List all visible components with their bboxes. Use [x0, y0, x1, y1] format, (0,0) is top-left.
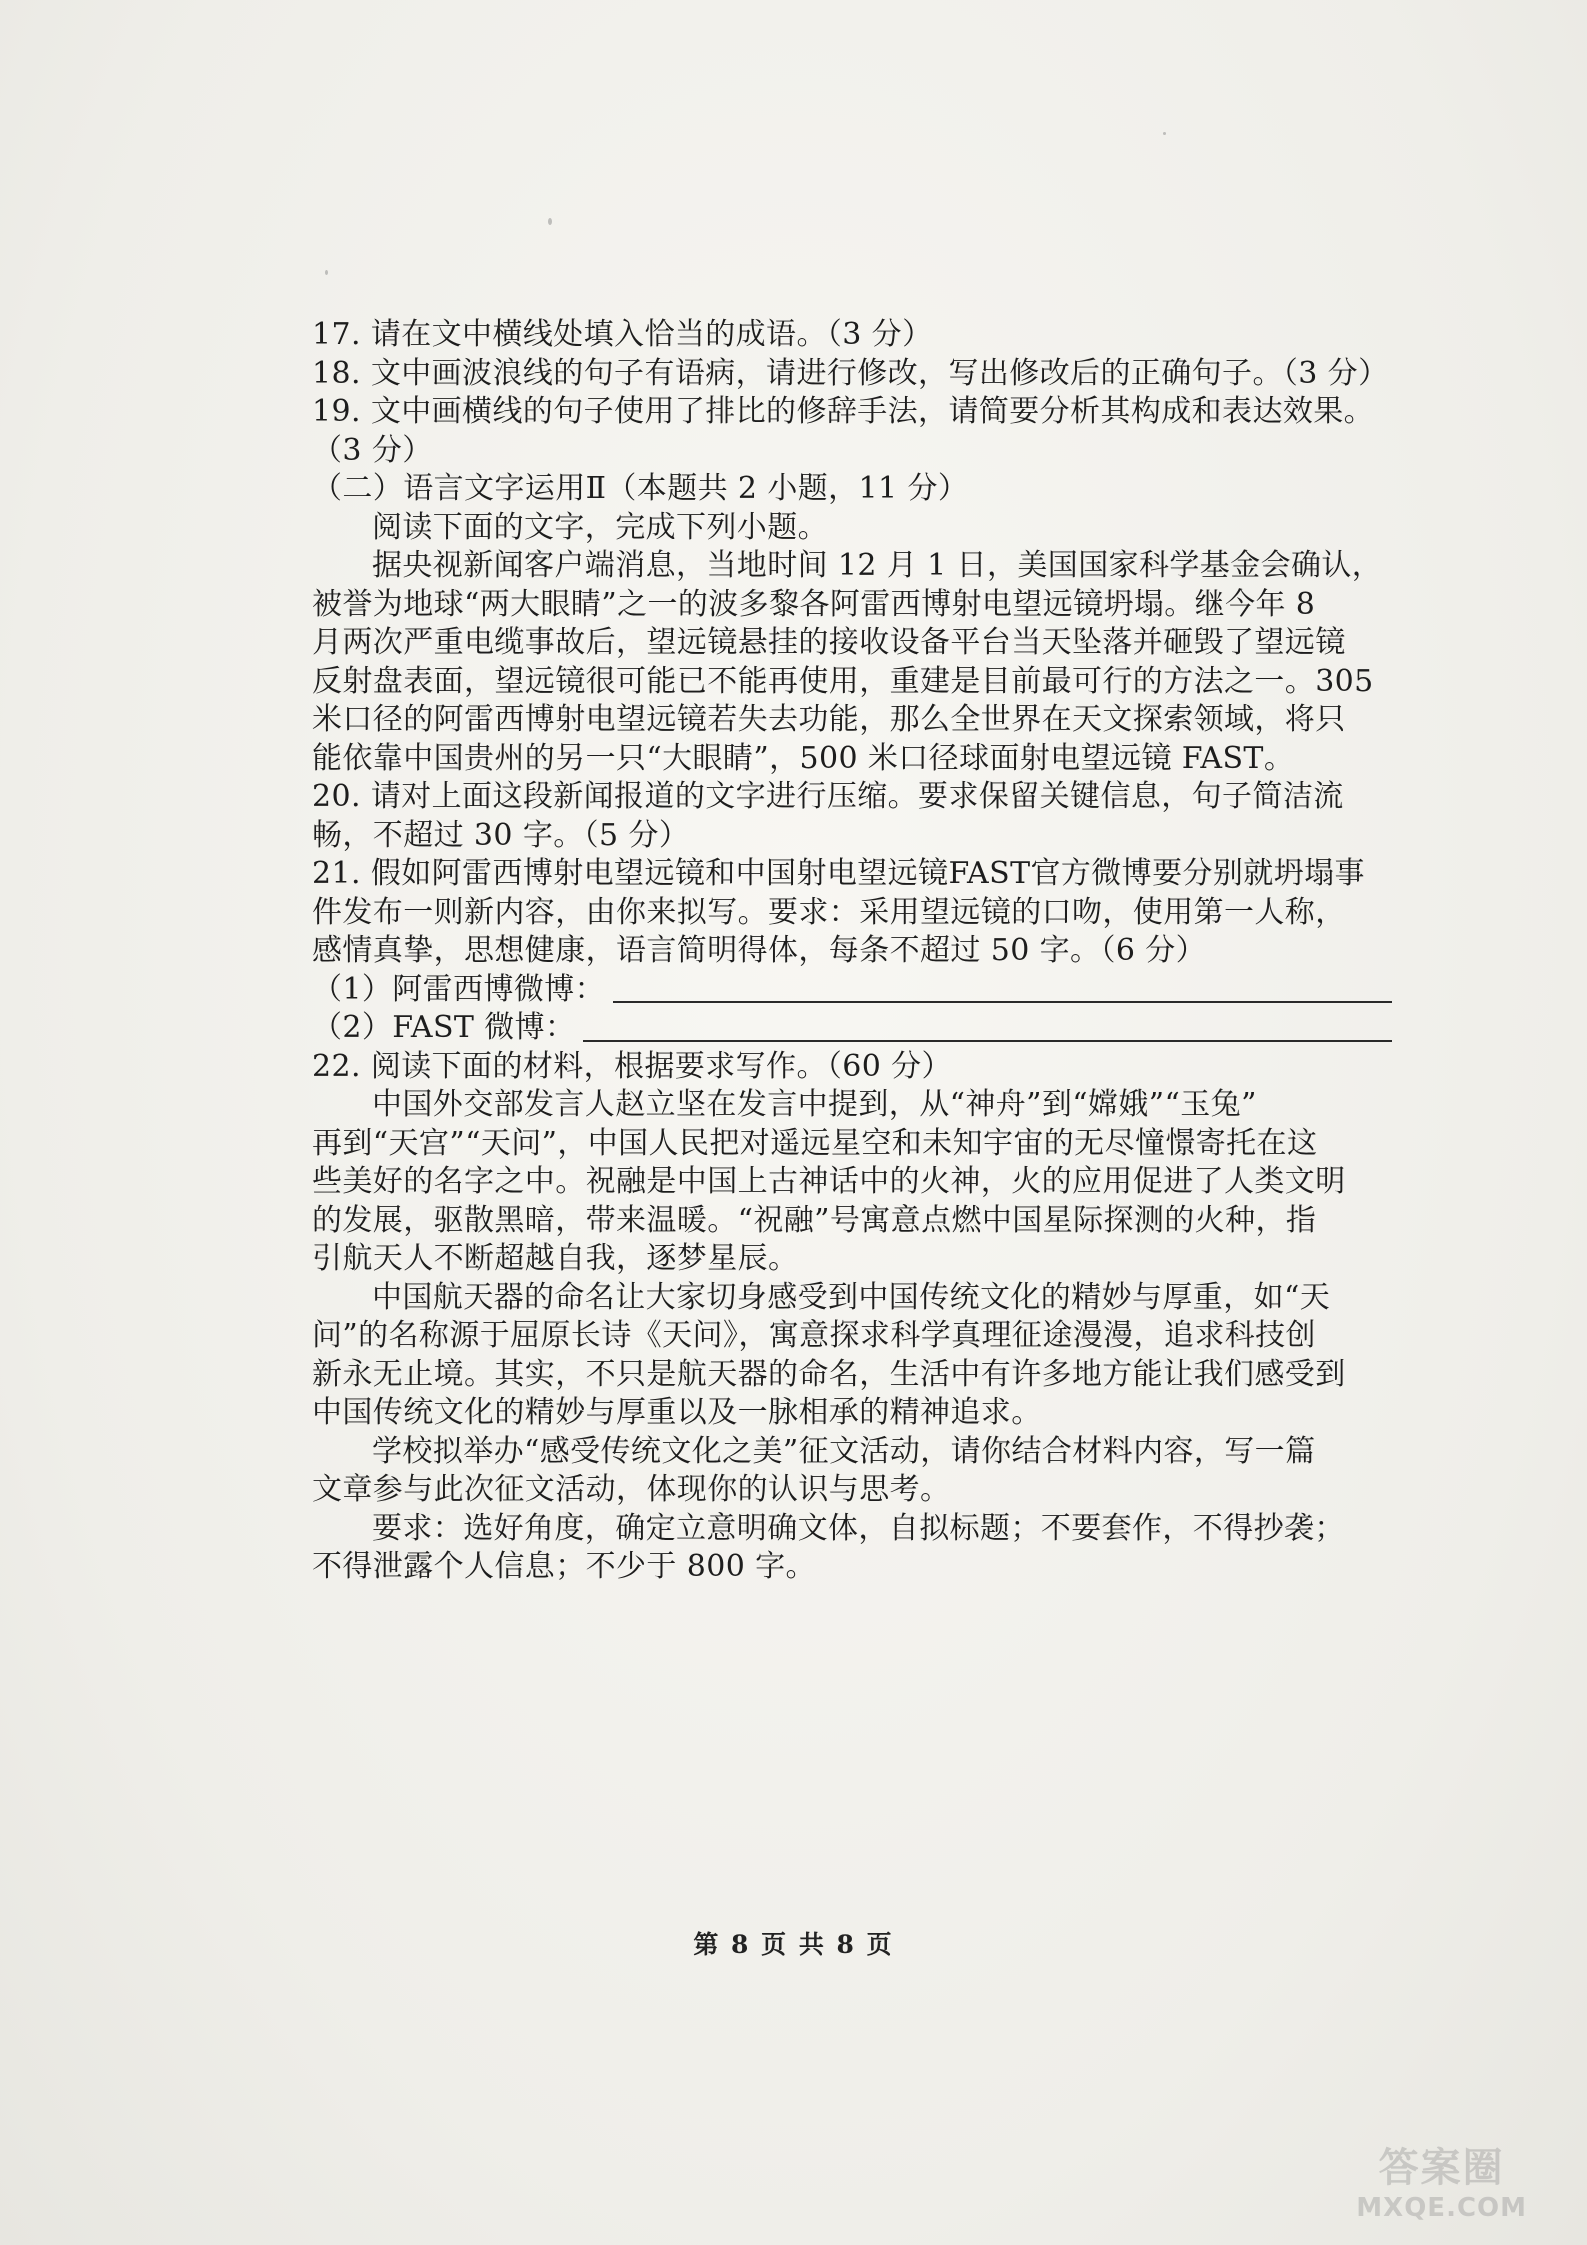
essay-requirements-line: 不得泄露个人信息；不少于 800 字。 — [312, 1549, 816, 1584]
news-passage-line: 月两次严重电缆事故后，望远镜悬挂的接收设备平台当天坠落并砸毁了望远镜 — [312, 625, 1346, 660]
essay-requirements-paragraph — [312, 1510, 1392, 1587]
news-passage-line: 被誉为地球“两大眼睛”之一的波多黎各阿雷西博射电望远镜坍塌。继今年 8 — [312, 586, 1316, 622]
exam-content — [312, 316, 1392, 1587]
news-passage-line: 据央视新闻客户端消息，当地时间 12 月 1 日，美国国家科学基金会确认， — [372, 548, 1383, 583]
question-20 — [312, 778, 1392, 855]
essay-material-line: 引航天人不断超越自我，逐梦星辰。 — [312, 1241, 799, 1276]
news-passage-line: 米口径的阿雷西博射电望远镜若失去功能，那么全世界在天文探索领域，将只 — [312, 702, 1346, 737]
arecibo-weibo-label: （1）阿雷西博微博： — [312, 971, 606, 1007]
question-20-line: 畅，不超过 30 字。（5 分） — [312, 817, 690, 853]
news-passage — [312, 547, 1392, 778]
question-19-line-2: （3 分） — [312, 432, 433, 468]
question-21 — [312, 855, 1392, 971]
section-2-heading: （二）语言文字运用Ⅱ（本题共 2 小题，11 分） — [312, 471, 969, 506]
fast-weibo-answer-line[interactable] — [583, 1016, 1392, 1042]
essay-material-line: 问”的名称源于屈原长诗《天问》，寓意探求科学真理征途漫漫，追求科技创 — [312, 1318, 1316, 1353]
essay-material-paragraph-1 — [312, 1086, 1392, 1279]
news-passage-line: 反射盘表面，望远镜很可能已不能再使用，重建是目前最可行的方法之一。305 — [312, 663, 1374, 699]
question-20-line: 20. 请对上面这段新闻报道的文字进行压缩。要求保留关键信息，句子简洁流 — [312, 779, 1344, 814]
section-2-instruction: 阅读下面的文字，完成下列小题。 — [372, 509, 828, 545]
essay-material-line: 些美好的名字之中。祝融是中国上古神话中的火神，火的应用促进了人类文明 — [312, 1164, 1346, 1199]
arecibo-weibo-answer-row — [312, 971, 1392, 1010]
question-21-line: 件发布一则新内容，由你来拟写。要求：采用望远镜的口吻，使用第一人称， — [312, 894, 1346, 930]
essay-requirements-line: 要求：选好角度，确定立意明确文体，自拟标题；不要套作，不得抄袭； — [372, 1510, 1345, 1546]
scan-speck — [325, 270, 328, 275]
essay-task-line: 文章参与此次征文活动，体现你的认识与思考。 — [312, 1472, 951, 1507]
essay-material-line: 的发展，驱散黑暗，带来温暖。“祝融”号寓意点燃中国星际探测的火种，指 — [312, 1202, 1317, 1238]
question-17: 17. 请在文中横线处填入恰当的成语。（3 分） — [312, 317, 933, 352]
question-19-line-1: 19. 文中画横线的句子使用了排比的修辞手法，请简要分析其构成和表达效果。 — [312, 394, 1375, 429]
fast-weibo-answer-row — [312, 1009, 1392, 1048]
question-21-line: 21. 假如阿雷西博射电望远镜和中国射电望远镜FAST官方微博要分别就坍塌事 — [312, 856, 1365, 891]
question-22-heading: 22. 阅读下面的材料，根据要求写作。（60 分） — [312, 1048, 952, 1084]
essay-material-line: 新永无止境。其实，不只是航天器的命名，生活中有许多地方能让我们感受到 — [312, 1356, 1346, 1392]
essay-task-paragraph — [312, 1433, 1392, 1510]
question-21-line: 感情真挚，思想健康，语言简明得体，每条不超过 50 字。（6 分） — [312, 933, 1207, 968]
news-passage-line: 能依靠中国贵州的另一只“大眼睛”，500 米口径球面射电望远镜 FAST。 — [312, 740, 1295, 776]
essay-material-paragraph-2 — [312, 1279, 1392, 1433]
scan-speck — [548, 218, 552, 225]
essay-material-line: 再到“天宫”“天问”，中国人民把对遥远星空和未知宇宙的无尽憧憬寄托在这 — [312, 1125, 1318, 1161]
fast-weibo-label: （2）FAST 微博： — [312, 1010, 576, 1045]
page-indicator: 第 8 页 共 8 页 — [693, 1930, 894, 1959]
arecibo-weibo-answer-line[interactable] — [613, 977, 1392, 1003]
question-18: 18. 文中画波浪线的句子有语病，请进行修改，写出修改后的正确句子。（3 分） — [312, 355, 1389, 391]
essay-task-line: 学校拟举办“感受传统文化之美”征文活动，请你结合材料内容，写一篇 — [372, 1433, 1316, 1469]
watermark-seal: 答案圈 — [1378, 2145, 1505, 2191]
scan-speck — [1163, 132, 1166, 135]
essay-material-line: 中国航天器的命名让大家切身感受到中国传统文化的精妙与厚重，如“天 — [372, 1279, 1331, 1315]
essay-material-line: 中国传统文化的精妙与厚重以及一脉相承的精神追求。 — [312, 1395, 1042, 1430]
site-watermark — [1356, 2136, 1527, 2223]
essay-material-line: 中国外交部发言人赵立坚在发言中提到，从“神舟”到“嫦娥”“玉兔” — [372, 1087, 1257, 1122]
watermark-url: MXQE.COM — [1356, 2193, 1527, 2223]
